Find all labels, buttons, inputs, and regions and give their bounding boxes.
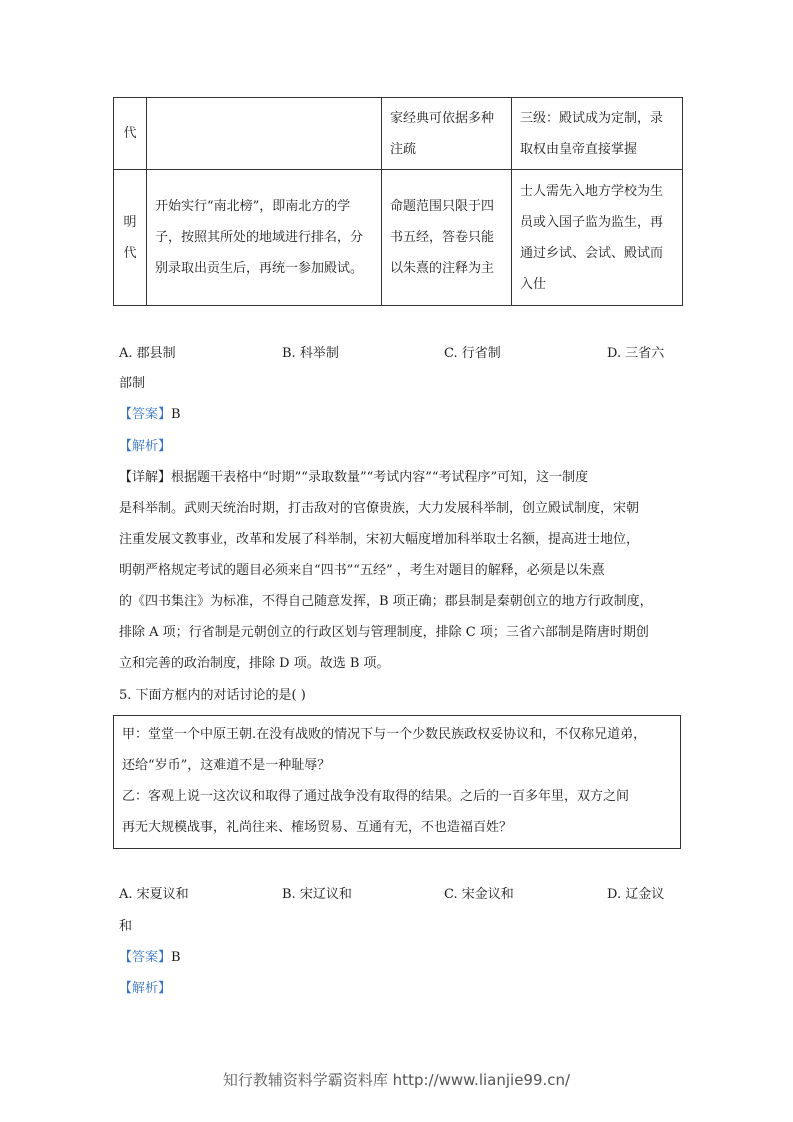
option-a: A. 宋夏议和 [119,887,189,902]
cell-line: 以朱熹的注释为主 [390,261,495,276]
analysis-tag: 【解析】 [119,981,172,996]
answer-tag: 【答案】 [119,950,172,965]
detail-line: 的《四书集注》为标准，不得自己随意发挥，B 项正确；郡县制是秦朝创立的地方行政制度， [119,594,653,609]
table-row [114,98,683,170]
option-wrap: 和 [119,919,133,934]
dialogue-line: 还给“岁币”，这难道不是一种耻辱？ [122,758,331,773]
cell-line: 通过乡试、会试、殿试而 [520,245,664,261]
cell-line: 注疏 [390,141,417,157]
cell-line: 入仕 [520,276,547,292]
option-b: B. 宋辽议和 [282,887,352,902]
detail-line: 明朝严格规定考试的题目必须来自“四书”“五经” ，考生对题目的解释，必须是以朱熹 [119,563,605,578]
option-d: D. 三省六 [607,346,665,361]
exam-system-table [113,97,683,306]
question-stem: 5. 下面方框内的对话讨论的是( ) [119,688,306,703]
cell-line: 士人需先入地方学校为生 [520,183,664,199]
answer-line [119,948,181,968]
detail-line: 是科举制。武则天统治时期，打击敌对的官僚贵族，大力发展科举制，创立殿试制度，宋朝 [119,501,640,516]
table-cell [512,170,683,306]
answer-value: B [171,407,181,422]
dialogue-line: 再无大规模战事，礼尚往来、榷场贸易、互通有无，不也造福百姓？ [122,820,513,835]
footer-watermark: 知行教辅资料学霸资料库 http://www.lianjie99.cn/ [222,1071,571,1089]
dialogue-line: 乙：客观上说一这次议和取得了通过战争没有取得的结果。之后的一百多年里，双方之间 [122,789,630,804]
era-label: 明 [123,214,137,230]
table-cell [147,170,382,306]
table-cell [382,170,512,306]
detail-tag: 【详解】 [119,470,172,485]
detail-line: 立和完善的政治制度，排除 D 项。故选 B 项。 [119,656,390,671]
dialogue-box [113,715,681,849]
cell-line: 命题范围只限于四 [390,199,495,214]
answer-line [119,405,181,425]
cell-line: 子，按照其所处的地域进行排名，分 [155,230,364,245]
era-label: 代 [123,126,137,141]
cell-line: 三级：殿试成为定制，录 [520,110,664,126]
cell-line: 员或入国子监为监生，再 [520,214,664,230]
detail-line: 注重发展文教事业，改革和发展了科举制，宋初大幅度增加科举取士名额，提高进士地位， [119,532,640,547]
analysis-tag: 【解析】 [119,439,172,454]
option-b: B. 科举制 [282,346,339,361]
dialogue-line: 甲：堂堂一个中原王朝.在没有战败的情况下与一个少数民族政权妥协议和，不仅称兄道弟， [122,727,647,742]
detail-line: 排除 A 项；行省制是元朝创立的行政区划与管理制度，排除 C 项；三省六部制是隋唐时期创 [119,625,649,640]
option-wrap: 部制 [119,376,146,391]
answer-value: B [171,950,181,965]
table-cell [512,98,683,170]
answer-tag: 【答案】 [119,407,172,422]
era-label: 代 [123,245,137,261]
option-c: C. 宋金议和 [444,887,514,902]
table-cell [382,98,512,170]
cell-line: 取权由皇帝直接掌握 [520,141,638,157]
detail-line [119,468,588,488]
option-a: A. 郡县制 [119,346,176,361]
cell-line: 开始实行“南北榜”，即南北方的学 [155,199,351,214]
cell-line: 书五经，答卷只能 [390,230,495,245]
era-cell [114,98,147,170]
table-row [114,170,683,306]
option-c: C. 行省制 [444,346,501,361]
detail-text: 根据题干表格中“时期”“录取数量”“考试内容”“考试程序”可知，这一制度 [171,470,589,485]
era-cell [114,170,147,306]
option-d: D. 辽金议 [607,887,665,902]
table-cell [147,98,382,170]
cell-line: 家经典可依据多种 [390,110,495,126]
cell-line: 别录取出贡生后，再统一参加殿试。 [155,261,364,276]
